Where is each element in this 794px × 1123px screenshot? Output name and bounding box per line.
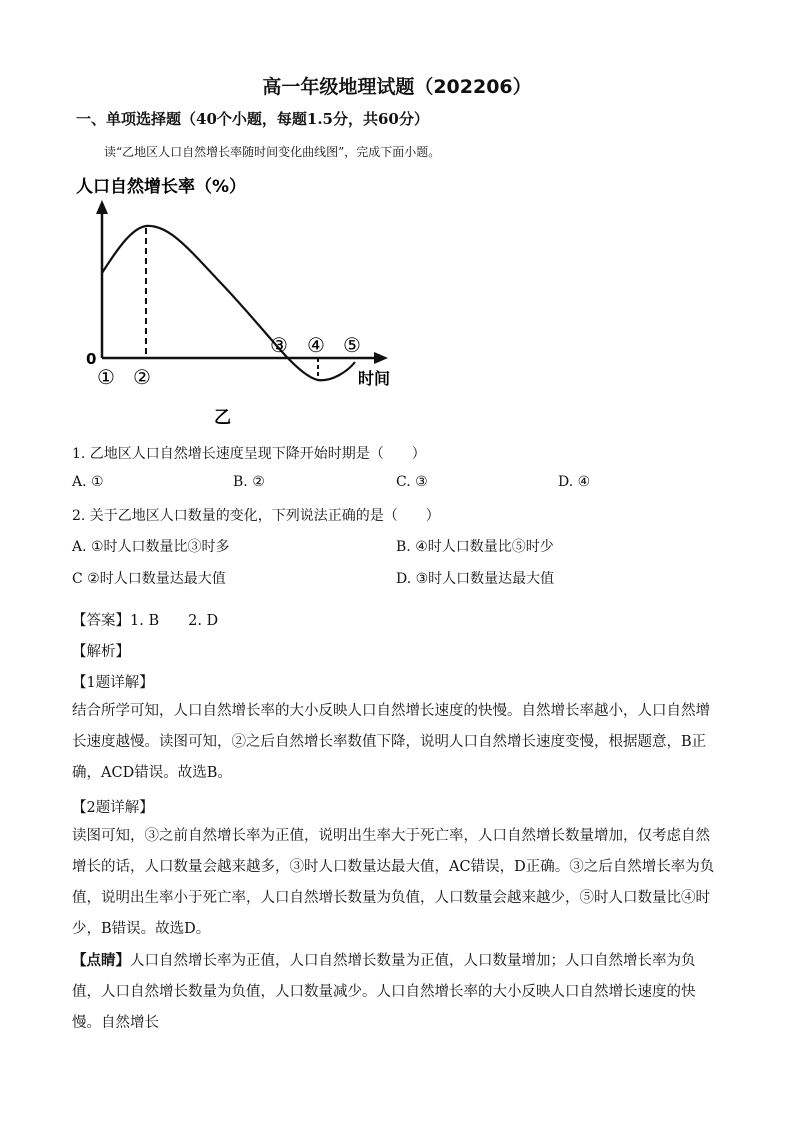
question-1-option-d: D. ④ [558,474,591,490]
y-axis-label: 人口自然增长率（%） [76,177,247,197]
tip-paragraph [72,945,722,1039]
point-label-4: ④ [307,333,325,357]
point-label-1: ① [97,365,115,389]
answer-line [72,609,218,630]
detail-1-tag: 【1题详解】 [72,675,154,691]
question-1-option-b: B. ② [233,474,265,490]
question-2-stem: 2. 关于乙地区人口数量的变化，下列说法正确的是（ ） [72,508,440,524]
analysis-tag: 【解析】 [72,644,130,660]
question-2-option-b: B. ④时人口数量比⑤时少 [396,539,554,555]
tip-tag: 【点睛】 [72,952,130,969]
question-1-stem: 1. 乙地区人口自然增长速度呈现下降开始时期是（ ） [72,446,426,462]
origin-label: 0 [86,350,97,368]
detail-1-text: 结合所学可知，人口自然增长率的大小反映人口自然增长速度的快慢。自然增长率越小，人口自然增长速度越慢。读图可知，②之后自然增长率数值下降，说明人口自然增长速度变慢，根据题意，B正确，ACD错误。故选B。 [72,703,710,781]
point-label-5: ⑤ [343,333,361,357]
question-1-option-c: C. ③ [396,474,428,490]
tip-text: 人口自然增长率为正值，人口自然增长数量为正值，人口数量增加；人口自然增长率为负值，人口自然增长数量为负值，人口数量减少。人口自然增长率的大小反映人口自然增长速度的快慢。自然增长 [72,953,696,1031]
page-title: 高一年级地理试题（202206） [262,76,532,98]
growth-rate-figure [60,168,420,430]
detail-2-text: 读图可知，③之前自然增长率为正值，说明出生率大于死亡率，人口自然增长数量增加，仅考虑自然增长的话，人口数量会越来越多，③时人口数量达最大值，AC错误，D正确。③之后自然增长率为负值，说明出生率小于死亡率，人口自然增长数量为负值，人口数量会越来越少，⑤时人口数量比④时少，B错误。故选D。 [72,828,715,937]
x-axis-label: 时间 [358,369,391,388]
question-2-option-c: C ②时人口数量达最大值 [72,571,226,587]
question-2-option-a: A. ①时人口数量比③时多 [72,539,230,555]
point-label-3: ③ [270,333,288,357]
figure-caption: 乙 [214,408,231,428]
question-1-option-a: A. ① [72,474,104,490]
question-2-option-d: D. ③时人口数量达最大值 [396,571,555,587]
section-heading: 一、单项选择题（40个小题，每题1.5分，共60分） [76,110,429,128]
answer-text: 1. B 2. D [130,613,219,629]
point-label-2: ② [133,365,151,389]
detail-2-tag: 【2题详解】 [72,800,154,816]
answer-tag: 【答案】 [72,613,130,629]
instruction-text: 读“乙地区人口自然增长率随时间变化曲线图”，完成下面小题。 [104,145,441,159]
